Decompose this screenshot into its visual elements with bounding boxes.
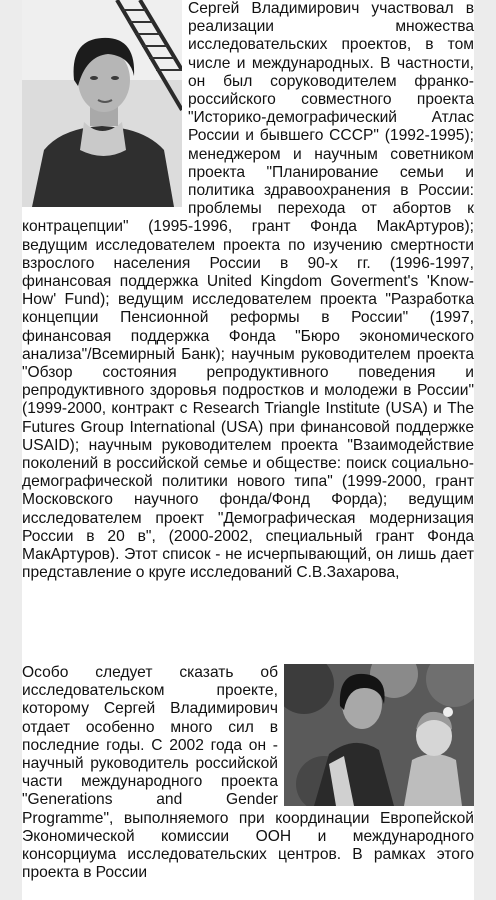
photo-with-child — [284, 664, 474, 806]
article-page — [22, 0, 474, 900]
family-image-icon — [284, 664, 474, 806]
paragraph-1: Сергей Владимирович участвовал в реализации множества исследовательских проектов, в том числе и международных. В частности, он был соруководителем франко-российского совместного проекта "Историко-демографический Атлас России и бывшего СССР" (1992-1995); менеджером и научным советником проекта "Планирование семьи и политика здравоохранения в России: проблемы перехода от абортов к контрацепции" (1995-1996, грант Фонда МакАртуров); ведущим исследователем проекта по изучению смертности взрослого населения России в 90-х гг. (1996-1997, финансовая поддержка United Kingdom Goverment's 'Know-How' Fund); ведущим исследователем проекта "Разработка концепции Пенсионной реформы в России" (1997, финансовая поддержка Фонда "Бюро экономического анализа"/Всемирный Банк); научным руководителем проекта "Обзор состояния репродуктивного поведения и репродуктивного здоровья подростков и молодежи в России" (1999-2000, контракт с Research Triangle Institute (USA) и The Futures Group International (USA) при финансовой поддержке USAID); научным руководителем проекта "Взаимодействие поколений в российской семье и обществе: поиск социально-демографической политики нового типа" (1999-2000, грант Московского научного фонда/Фонд Форда); ведущим исследователем проект "Демографическая модернизация России в 20 в", (2000-2002, специальный грант Фонда МакАртуров). Этот список - не исчерпывающий, он лишь дает представление о круге исследований С.В.Захарова, — [22, 0, 474, 582]
portrait-image-icon — [22, 0, 182, 207]
article-section-2 — [22, 664, 474, 900]
portrait-photo-young — [22, 0, 182, 207]
paragraph-2: Особо следует сказать об исследовательском проекте, которому Сергей Владимирович отдает особенно много сил в последние годы. С 2002 года он - научный руководитель российской части международного проекта "Generations and Gender Programme", выполняемого при координации Европейской Экономической комиссии ООН и международного консорциума исследовательских центров. В рамках этого проекта в России — [22, 664, 474, 882]
article-section-1 — [22, 0, 474, 660]
